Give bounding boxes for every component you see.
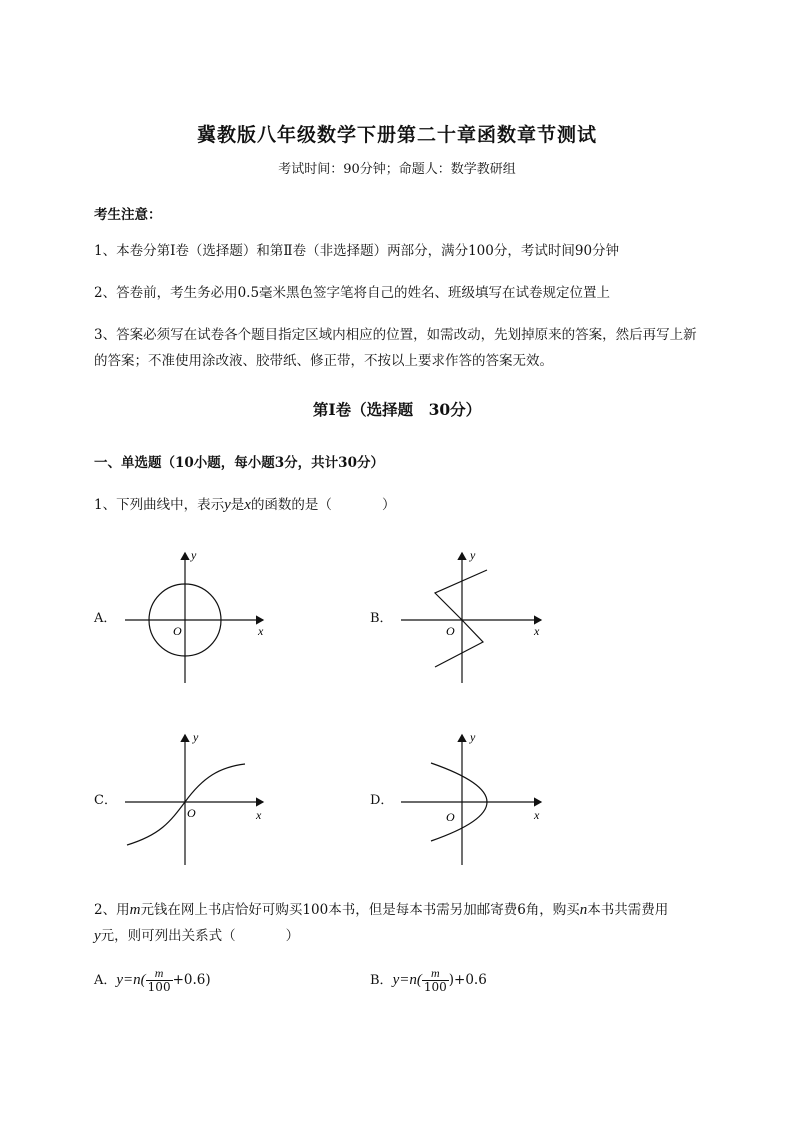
graph-b-zigzag (395, 545, 555, 690)
x-axis-label: x (534, 624, 540, 638)
q2-line2-text: 元，则可列出关系式（ (100, 928, 236, 944)
q2-option-b-label: B． (370, 973, 393, 988)
graph-a-circle (115, 545, 275, 690)
q1-var-x: x (244, 497, 251, 513)
origin-label: O (446, 810, 455, 824)
q2-var-m: m (129, 902, 141, 918)
q1-var-y: y (224, 497, 231, 513)
q2-option-a-fraction (146, 967, 173, 994)
exam-info: 考试时间：90分钟；命题人：数学教研组 (278, 162, 516, 177)
q2-mid: 元钱在网上书店恰好可购买100本书，但是每本书需另加邮寄费6角，购买 (140, 902, 580, 918)
q2-option-b-fraction (422, 967, 449, 994)
q2-prefix: 2、用 (94, 902, 130, 918)
x-axis-label: x (258, 624, 264, 638)
origin-label: O (187, 806, 196, 820)
origin-label: O (446, 624, 455, 638)
q1-mid: 是 (230, 497, 245, 513)
fraction-numerator: m (146, 967, 173, 981)
page-title: 冀教版八年级数学下册第二十章函数章节测试 (196, 124, 597, 146)
q2-line1-end: 本书共需费用 (587, 902, 669, 918)
x-axis-label: x (256, 808, 262, 822)
q1-suffix: 的函数的是（ (250, 497, 332, 513)
s-curve (127, 764, 245, 845)
fraction-denominator: 100 (147, 980, 171, 994)
graph-d-parabola (395, 727, 555, 872)
notice-item-2: 2、答卷前，考生务必用0.5毫米黑色签字笔将自己的姓名、班级填写在试卷规定位置上 (94, 285, 611, 301)
zigzag-curve (435, 570, 487, 667)
part-heading: 一、单选题（10小题，每小题3分，共计30分） (94, 455, 384, 471)
y-axis-label: y (470, 548, 476, 562)
q2-option-b (370, 967, 487, 994)
q1-option-a-label: A． (94, 611, 117, 626)
notice-heading: 考生注意： (94, 207, 162, 223)
origin-label: O (173, 624, 182, 638)
fraction-numerator: m (422, 967, 449, 981)
x-axis-label: x (534, 808, 540, 822)
q2-option-a-lhs: y=n( (116, 972, 146, 988)
q2-option-a-rhs: +0.6) (172, 972, 211, 988)
q1-option-c-label: C． (94, 793, 117, 808)
q2-option-b-rhs: )+0.6 (448, 972, 487, 988)
q1-prefix: 1、下列曲线中，表示 (94, 497, 225, 513)
graph-c-scurve (115, 727, 275, 872)
fraction-denominator: 100 (423, 980, 447, 994)
q1-option-d-label: D． (370, 793, 394, 808)
y-axis-label: y (470, 730, 476, 744)
notice-item-3-line-1: 3、答案必须写在试卷各个题目指定区域内相应的位置，如需改动，先划掉原来的答案，然后再写上新 (94, 327, 697, 343)
q2-option-a-label: A． (94, 973, 117, 988)
notice-item-1: 1、本卷分第I卷（选择题）和第Ⅱ卷（非选择题）两部分，满分100分，考试时间90分钟 (94, 243, 620, 259)
q2-option-a (94, 967, 211, 994)
q2-var-y: y (94, 928, 101, 944)
q1-close: ） (381, 497, 396, 513)
question-1-stem (94, 493, 395, 514)
q2-option-b-lhs: y=n( (392, 972, 422, 988)
question-2-stem-line-1 (94, 898, 668, 919)
notice-item-3-line-2: 的答案；不准使用涂改液、胶带纸、修正带，不按以上要求作答的答案无效。 (94, 353, 553, 369)
q2-close: ） (285, 928, 300, 944)
q1-option-b-label: B． (370, 611, 393, 626)
question-2-stem-line-2 (94, 924, 299, 945)
q2-var-n: n (579, 902, 588, 918)
y-axis-label: y (191, 548, 197, 562)
y-axis-label: y (193, 730, 199, 744)
section-title: 第I卷（选择题 30分） (312, 400, 482, 419)
